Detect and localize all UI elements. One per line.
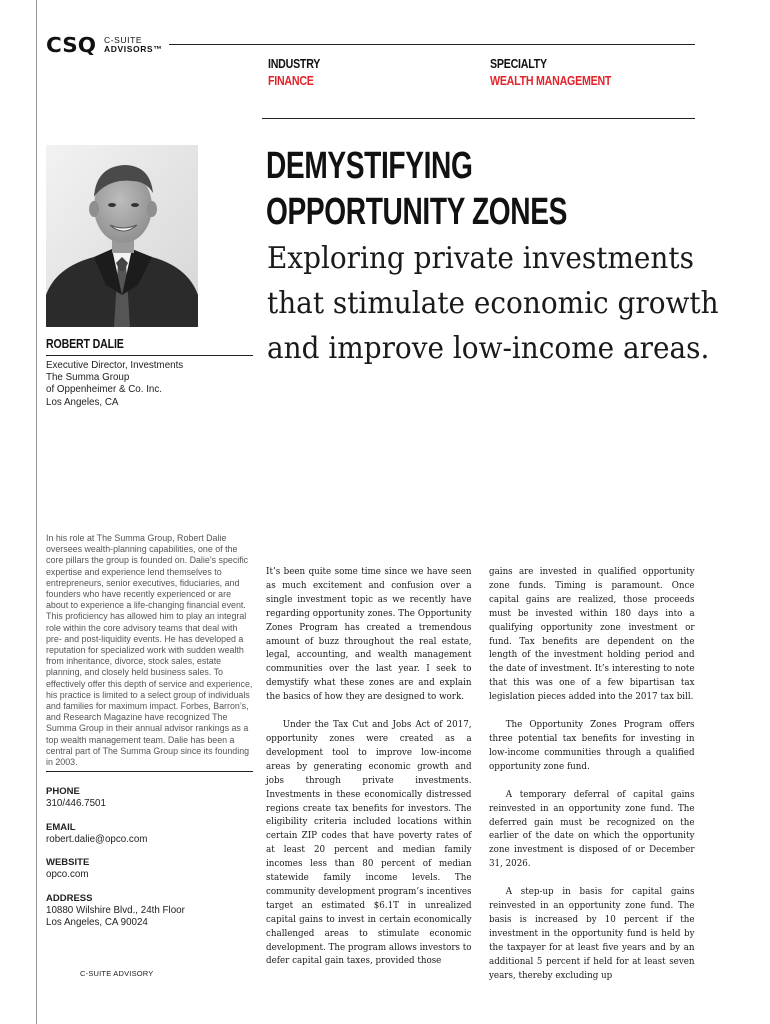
page-footer: C-SUITE ADVISORY: [80, 969, 154, 978]
specialty-block: [490, 55, 611, 89]
phone-label: PHONE: [46, 786, 80, 797]
role-line: Executive Director, Investments: [46, 360, 184, 371]
paragraph: The Opportunity Zones Program offers three potential tax benefits for investing in low-income communities through a qualified opportunity zone fund.: [489, 719, 695, 772]
article-subtitle: Exploring private investments that stimulate economic growth and improve low-income areas.: [267, 241, 719, 366]
author-name: ROBERT DALIE: [46, 337, 124, 351]
paragraph: A step-up in basis for capital gains reinvested in an opportunity zone fund. The basis is increased by 10 percent if the investment in the opportunity fund is held by the taxpayer for at least five years and by an additional 5 percent if held for at least seven years, thereby excluding up: [489, 886, 695, 981]
email-link[interactable]: robert.dalie@opco.com: [46, 834, 148, 845]
csq-logo-mark: [46, 34, 98, 56]
address-line2: Los Angeles, CA 90024: [46, 917, 148, 928]
bio-rule: [46, 771, 253, 772]
contact-website: [46, 857, 89, 881]
address-label: ADDRESS: [46, 893, 93, 904]
website-link[interactable]: opco.com: [46, 869, 89, 880]
header-top-rule: [169, 44, 695, 45]
paragraph: gains are invested in qualified opportunity zone funds. Timing is paramount. Once capital gains are realized, those proceeds must be invested within 180 days into a qualifying opportunity zone investment or fund. Tax benefits are dependent on the length of the investment holding period and the date of investment. It’s interesting to note that this was one of a few bipartisan tax legislation pieces added into the 2017 tax bill.: [489, 566, 695, 703]
paragraph: A temporary deferral of capital gains reinvested in an opportunity zone fund. The deferred gain must be recognized on the earlier of the date on which the opportunity zone investment is disposed of or December 31, 2026.: [489, 788, 695, 870]
portrait-illustration: [46, 145, 198, 327]
paragraph: Under the Tax Cut and Jobs Act of 2017, opportunity zones were created as a development tool to improve low-income areas by generating economic growth and jobs through private investments. Investments in these economically distressed regions create tax benefits for investors. The eligibility criteria included locations within certain ZIP codes that have poverty rates of at least 20 percent and median family incomes less than 80 percent of median statewide family income levels. The community development program’s incentives target an estimated $6.1T in unrealized capital gains to invest in certain economically challenged areas to stimulate economic development. The program allows investors to defer capital gain taxes, provided those: [266, 719, 472, 967]
industry-label: INDUSTRY: [268, 56, 321, 71]
role-line: Los Angeles, CA: [46, 396, 119, 408]
title-line1: DEMYSTIFYING: [266, 145, 473, 187]
author-portrait: [46, 145, 198, 327]
brand-logo: [46, 34, 162, 56]
brand-name: [104, 36, 162, 54]
website-label: WEBSITE: [46, 857, 90, 868]
address-line1: 10880 Wilshire Blvd., 24th Floor: [46, 905, 185, 916]
author-role: [46, 360, 183, 409]
title-line2: OPPORTUNITY ZONES: [266, 191, 567, 233]
email-label: EMAIL: [46, 822, 76, 833]
specialty-label: SPECIALTY: [490, 56, 547, 71]
article-column-2: [489, 565, 695, 982]
brand-name-line2: ADVISORS™: [104, 44, 163, 54]
author-bio: In his role at The Summa Group, Robert Dalie oversees wealth-planning capabilities, one of the core pillars the group is founded on. Dalie’s specific expertise and experience lend themselves to entrepreneurs, senior executives, fiduciaries, and founders who have recently experienced or are about to experience a life-changing financial event. This proficiency has allowed him to play an integral role within the core advisory teams that deal with pre- and post-liquidity events. He has developed a reputation for specialized work with sudden wealth from inheritance, divorce, stock sales, estate planning, and closely held business sales. To effectively offer this depth of service and experience, his practice is limited to a select group of individuals and families for maximum impact. Forbes, Barron’s, and Research Magazine have recognized The Summa Group in their annual advisor rankings as a top wealth management team. Dalie has been a central part of The Summa Group since its founding in 2003.: [46, 533, 253, 768]
role-line: The Summa Group: [46, 372, 130, 384]
left-margin-rule: [36, 0, 37, 1024]
author-rule: [46, 355, 253, 356]
paragraph: It’s been quite some time since we have seen as much excitement and confusion over a single investment topic as we recently have regarding opportunity zones. The Opportunity Zones Program has created a tremendous amount of buzz throughout the real estate, legal, accounting, and wealth management communities over the last year. I seek to demystify what these zones are and explain the basics of how they are designed to work.: [266, 566, 472, 703]
specialty-value: WEALTH MANAGEMENT: [490, 73, 612, 88]
industry-value: FINANCE: [268, 73, 314, 88]
brand-name-line1: C-SUITE: [104, 35, 143, 45]
article-column-1: [266, 565, 472, 968]
header-bottom-rule: [262, 118, 695, 119]
article-title: [266, 143, 567, 235]
logo-mark-text: CSQ: [46, 34, 96, 56]
role-line: of Oppenheimer & Co. Inc.: [46, 384, 162, 396]
phone-value[interactable]: 310/446.7501: [46, 798, 106, 809]
industry-block: [268, 55, 320, 89]
contact-email: [46, 822, 147, 846]
contact-phone: [46, 786, 106, 810]
contact-address: [46, 893, 185, 929]
